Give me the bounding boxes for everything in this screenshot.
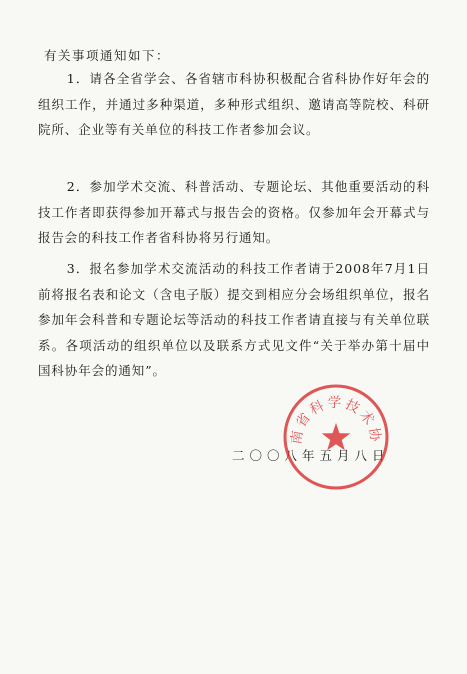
seal-text: 南省科学技术协 xyxy=(288,395,384,446)
paragraph-3: 3．报名参加学术交流活动的科技工作者请于2008年7月1日前将报名表和论文（含电子版）提交到相应分会场组织单位，报名参加年会科普和专题论坛等活动的科技工作者请直接与有关单位联系。各项活动的组织单位以及联系方式见文件“关于举办第十届中国科协年会的通知”。 xyxy=(38,261,430,378)
paragraph-1: 1．请各全省学会、各省辖市科协积极配合省科协作好年会的组织工作，并通过多种渠道，多种形式组织、邀请高等院校、科研院所、企业等有关单位的科技工作者参加会议。 xyxy=(38,71,430,137)
issue-date: 二〇〇八年五月八日 xyxy=(232,448,390,463)
seal-star-icon xyxy=(322,423,351,450)
paragraph-2: 2．参加学术交流、科普活动、专题论坛、其他重要活动的科技工作者即获得参加开幕式与报告会的资格。仅参加年会开幕式与报告会的科技工作者省科协将另行通知。 xyxy=(38,179,430,245)
intro-line: 有关事项通知如下： xyxy=(44,48,171,63)
official-seal xyxy=(281,382,391,492)
